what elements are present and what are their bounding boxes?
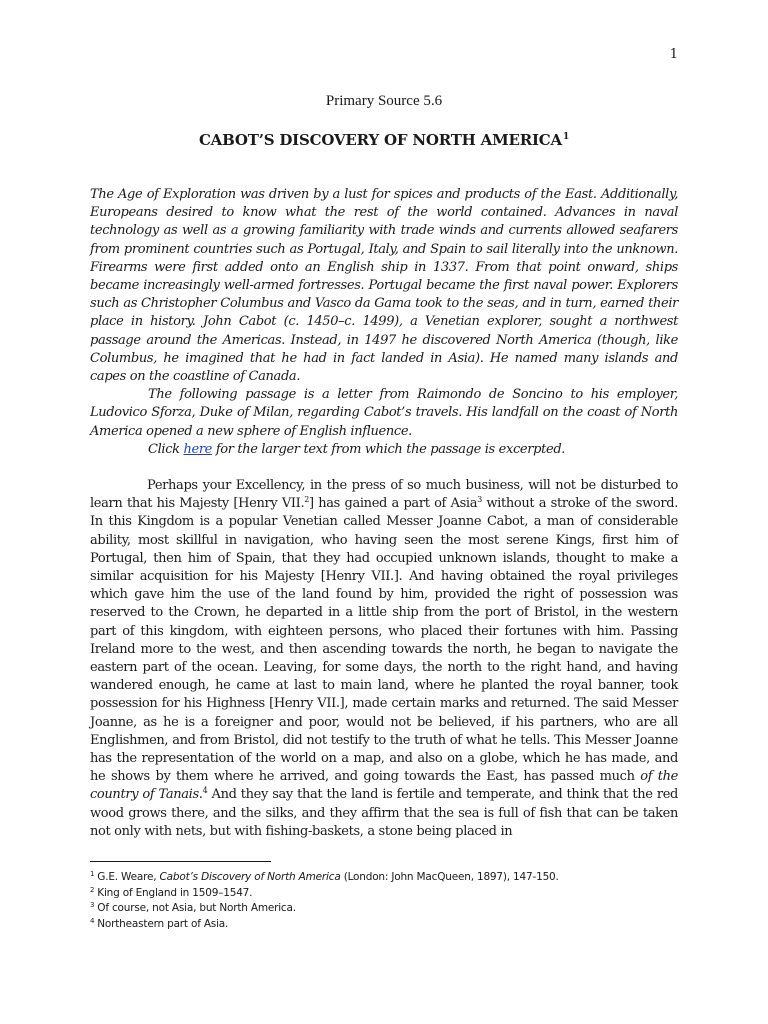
document-title — [0, 131, 768, 149]
footnote-number: 1 — [90, 870, 95, 878]
footnote-ref-3[interactable]: 3 — [477, 495, 482, 505]
footnote-text: (London: John MacQueen, 1897), 147-150. — [340, 871, 559, 883]
intro-paragraph-1: The Age of Exploration was driven by a lust for spices and products of the East. Additionally, Europeans desired to know what the rest of the world contained. Advances in naval technology as well as a growing familiarity with trade winds and currents allowed seafarers from prominent countries such as Portugal, Italy, and Spain to sail literally into the unknown. Firearms were first added onto an English ship in 1337. From that point onward, ships became increasingly well-armed fortresses. Portugal became the first naval power. Explorers such as Christopher Columbus and Vasco da Gama took to the seas, and in turn, earned their place in history. John Cabot (c. 1450–c. 1499), a Venetian explorer, sought a northwest passage around the Americas. Instead, in 1497 he discovered North America (though, like Columbus, he imagined that he had in fact landed in Asia). He named many islands and capes on the coastline of Canada. — [90, 187, 678, 385]
link-trailing-text: for the larger text from which the passage is excerpted. — [212, 441, 566, 457]
introduction — [90, 186, 678, 459]
title-footnote-ref[interactable]: 1 — [563, 132, 570, 142]
source-label: Primary Source 5.6 — [325, 93, 443, 109]
footnote-text: Of course, not Asia, but North America. — [97, 902, 296, 914]
footnote-italic: Cabot’s Discovery of North America — [159, 871, 341, 883]
footnotes — [90, 870, 690, 932]
footnote-ref-2[interactable]: 2 — [304, 495, 309, 505]
click-text: Click — [148, 441, 184, 457]
footnote-number: 3 — [90, 901, 95, 909]
footnote-number: 4 — [90, 916, 95, 925]
title-text: CABOT’S DISCOVERY OF NORTH AMERICA — [198, 131, 562, 149]
footnote-3 — [90, 901, 690, 917]
footnote-text: Northeastern part of Asia. — [97, 917, 229, 930]
letter-paragraph — [90, 477, 678, 841]
page-number: 1 — [669, 47, 678, 62]
footnote-4 — [90, 917, 690, 933]
letter-excerpt — [90, 477, 678, 841]
letter-italic-phrase: of the country of Tanais — [90, 769, 678, 803]
letter-text-4: . — [198, 787, 203, 803]
intro-paragraph-3 — [90, 441, 678, 459]
footnote-divider — [90, 861, 271, 862]
footnote-2 — [90, 886, 690, 902]
footnote-ref-4[interactable]: 4 — [202, 786, 208, 796]
footnote-text: King of England in 1509–1547. — [97, 886, 253, 899]
intro-paragraph-2: The following passage is a letter from Raimondo de Soncino to his employer, Ludovico Sforza, Duke of Milan, regarding Cabot’s travels. His landfall on the coast of North America opened a new sphere of English influence. — [90, 387, 678, 439]
letter-text-2: ] has gained a part of Asia — [309, 496, 478, 512]
footnote-1 — [90, 870, 690, 886]
letter-text-3: without a stroke of the sword. In this Kingdom is a popular Venetian called Messer Joanne Cabot, a man of considerable ability, most skillful in navigation, who having seen the most serene Kings, first him of Portugal, then him of Spain, that they had occupied unknown islands, thought to make a similar acquisition for his Majesty [Henry VII.]. And having obtained the royal privileges which gave him the use of the land found by him, provided the right of possession was reserved to the Crown, he departed in a little ship from the port of Bristol, in the western part of this kingdom, with eighteen persons, who placed their fortunes with him. Passing Ireland more to the west, and then ascending towards the north, he began to navigate the eastern part of the ocean. Leaving, for some days, the north to the right hand, and having wandered enough, he came at last to main land, where he planted the royal banner, took possession for his Highness [Henry VII.], made certain marks and returned. The said Messer Joanne, as he is a foreigner and poor, would not be believed, if his partners, who are all Englishmen, and from Bristol, did not testify to the truth of what he tells. This Messer Joanne has the representation of the world on a map, and also on a globe, which he has made, and he shows by them where he arrived, and going towards the East, has passed much — [90, 496, 678, 785]
footnote-number: 2 — [90, 885, 95, 894]
letter-text-5: And they say that the land is fertile and temperate, and think that the red wood grows there, and the silks, and they affirm that the sea is full of fish that can be taken not only with nets, but with fishing-baskets, a stone being placed in — [90, 787, 679, 839]
letter-text-1: Perhaps your Excellency, in the press of so much business, will not be disturbed to learn that his Majesty [Henry VII. — [90, 478, 678, 512]
footnote-text: G.E. Weare, — [97, 871, 160, 883]
source-link[interactable]: here — [183, 441, 213, 457]
